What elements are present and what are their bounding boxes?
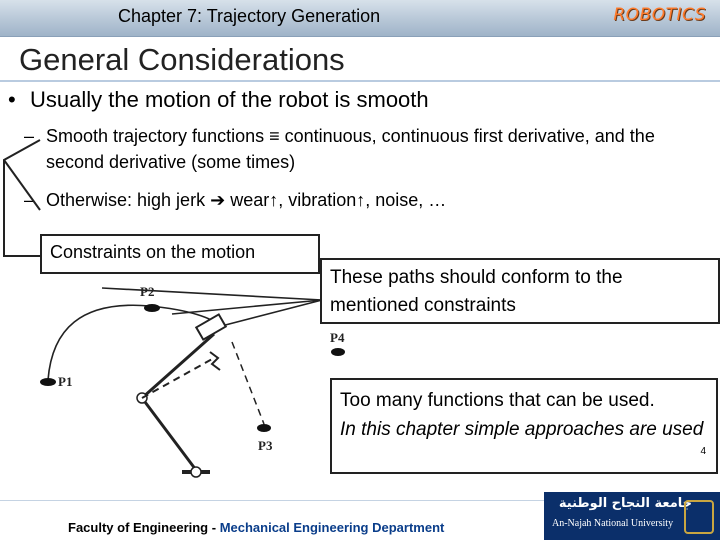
arrow-right-icon: ➔: [210, 190, 226, 210]
up-arrow-icon: ↑: [269, 190, 279, 210]
wear-text: wear: [230, 190, 270, 210]
logo-english: An-Najah National University: [552, 518, 674, 529]
chapter-title: Chapter 7: Trajectory Generation: [118, 6, 381, 26]
sub-bullet-smooth-text: Smooth trajectory functions ≡ continuous, continuous first derivative, and the second derivative (some times): [46, 126, 655, 172]
bullet-marker: •: [8, 87, 16, 112]
noise-text: , noise, …: [365, 190, 447, 210]
jerk-text: Otherwise: high jerk: [46, 190, 206, 210]
joint-angle-mark: [210, 352, 220, 370]
faculty-label: Faculty of Engineering -: [68, 520, 220, 535]
emblem-icon: [684, 500, 714, 534]
point-p1: [40, 378, 56, 386]
base-joint: [191, 467, 201, 477]
up-arrow-icon: ↑: [356, 190, 366, 210]
point-p2: [144, 304, 160, 312]
functions-box-line2: In this chapter simple approaches are used: [340, 419, 704, 440]
functions-box-line1: Too many functions that can be used.: [340, 390, 655, 411]
main-bullet-text: Usually the motion of the robot is smooth: [30, 87, 429, 112]
constraints-box: Constraints on the motion: [40, 234, 320, 274]
department-label: Mechanical Engineering Department: [219, 520, 445, 535]
point-p4: [331, 348, 345, 356]
university-logo: [544, 492, 720, 540]
sub-marker: –: [24, 190, 35, 210]
functions-box: [330, 378, 718, 474]
label-p4: P4: [330, 330, 345, 345]
sub-marker: –: [24, 126, 35, 146]
slide-title: General Considerations: [19, 42, 345, 77]
paths-box: These paths should conform to the mentioned constraints: [320, 258, 720, 324]
label-p3: P3: [258, 438, 273, 453]
robot-arm: [142, 314, 226, 472]
point-p3: [257, 424, 271, 432]
label-p1: P1: [58, 374, 73, 389]
bracket-connector: [4, 140, 40, 256]
vibration-text: , vibration: [278, 190, 357, 210]
logo-arabic: جامعة النجاح الوطنية: [558, 496, 692, 511]
trajectory-curve: [48, 305, 220, 380]
label-p2: P2: [140, 284, 155, 299]
page-number: 4: [700, 446, 706, 457]
robotics-brand: ROBOTICS: [613, 5, 706, 25]
footer-text: [68, 520, 444, 535]
